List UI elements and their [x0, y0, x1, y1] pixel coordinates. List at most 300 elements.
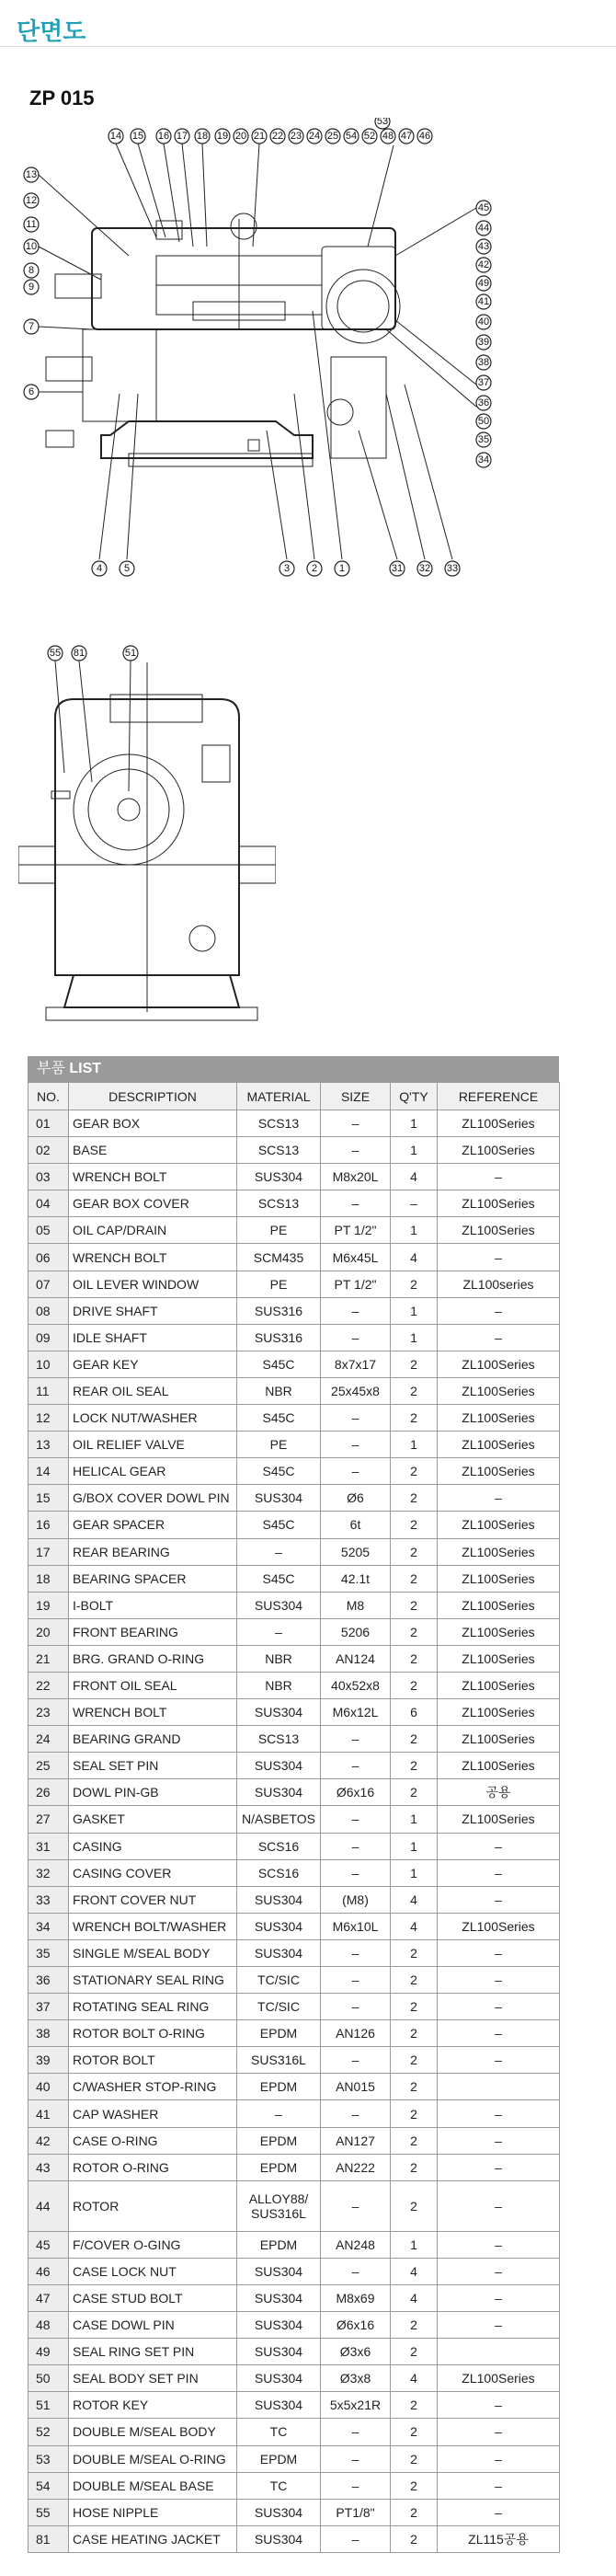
cell-description: OIL CAP/DRAIN	[69, 1217, 237, 1244]
callout-81	[72, 646, 86, 661]
cell-reference: –	[438, 1244, 560, 1271]
callout-12	[24, 193, 39, 208]
cell-description: OIL LEVER WINDOW	[69, 1271, 237, 1297]
svg-text:81: 81	[73, 648, 86, 659]
cell-description: CAP WASHER	[69, 2100, 237, 2127]
cell-description: STATIONARY SEAL RING	[69, 1967, 237, 1994]
svg-text:41: 41	[477, 296, 490, 307]
cell-description: ROTOR BOLT O-RING	[69, 2020, 237, 2047]
cell-size: M6x10L	[321, 1913, 391, 1939]
table-row	[29, 1377, 560, 1404]
svg-text:13: 13	[25, 169, 38, 180]
cell-qty: 2	[391, 1565, 438, 1592]
cell-reference: –	[438, 2392, 560, 2419]
cell-no: 41	[29, 2100, 69, 2127]
cell-description: CASE LOCK NUT	[69, 2258, 237, 2284]
table-row	[29, 2445, 560, 2472]
table-row	[29, 2154, 560, 2180]
svg-text:2: 2	[311, 563, 318, 574]
cell-reference: ZL100Series	[438, 1753, 560, 1779]
cell-reference	[438, 2339, 560, 2365]
cell-material: –	[237, 1618, 321, 1645]
cell-description: WRENCH BOLT/WASHER	[69, 1913, 237, 1939]
callout-34	[476, 453, 491, 467]
cell-description: GEAR KEY	[69, 1351, 237, 1377]
cell-no: 54	[29, 2472, 69, 2499]
cell-material: EPDM	[237, 2154, 321, 2180]
svg-text:25: 25	[326, 131, 339, 142]
cell-no: 23	[29, 1699, 69, 1726]
cell-no: 53	[29, 2445, 69, 2472]
cell-material: SUS304	[237, 1779, 321, 1806]
cell-no: 02	[29, 1137, 69, 1164]
cell-reference: ZL100Series	[438, 1377, 560, 1404]
table-row	[29, 2525, 560, 2552]
cell-description: BASE	[69, 1137, 237, 1164]
cell-material: S45C	[237, 1351, 321, 1377]
cell-qty: 2	[391, 1512, 438, 1538]
cell-size: –	[321, 2047, 391, 2074]
table-row	[29, 2127, 560, 2154]
cell-qty: 2	[391, 1458, 438, 1485]
table-row	[29, 1779, 560, 1806]
callout-22	[270, 129, 285, 144]
cell-size: –	[321, 1726, 391, 1753]
cell-no: 43	[29, 2154, 69, 2180]
svg-text:21: 21	[253, 131, 266, 142]
cell-material: S45C	[237, 1565, 321, 1592]
callout-18	[195, 129, 210, 144]
svg-text:9: 9	[28, 282, 35, 293]
cell-size: Ø3x6	[321, 2339, 391, 2365]
callout-45	[476, 201, 491, 215]
cell-qty: 2	[391, 2047, 438, 2074]
table-row	[29, 1618, 560, 1645]
cell-material: –	[237, 2100, 321, 2127]
svg-text:54: 54	[345, 131, 358, 142]
table-row	[29, 1217, 560, 1244]
cell-reference: –	[438, 1324, 560, 1351]
cell-description: BRG. GRAND O-RING	[69, 1645, 237, 1672]
table-row	[29, 1699, 560, 1726]
table-row	[29, 2392, 560, 2419]
cell-qty: 2	[391, 1672, 438, 1698]
cell-material: SUS304	[237, 2312, 321, 2339]
svg-text:8: 8	[28, 265, 35, 276]
callout-55	[48, 646, 63, 661]
callout-11	[24, 217, 39, 232]
svg-text:53: 53	[376, 118, 389, 127]
cell-qty: 2	[391, 1967, 438, 1994]
cell-material: SUS316L	[237, 2047, 321, 2074]
cell-qty: 2	[391, 1994, 438, 2020]
table-row	[29, 1190, 560, 1217]
cell-qty: 1	[391, 1859, 438, 1886]
cell-reference: –	[438, 1939, 560, 1966]
cell-reference: ZL115공용	[438, 2525, 560, 2552]
callout-53	[375, 118, 390, 129]
cell-size: –	[321, 1405, 391, 1432]
table-row	[29, 1485, 560, 1512]
callout-14	[108, 129, 123, 144]
front-leader-lines	[55, 661, 131, 791]
cell-material: EPDM	[237, 2074, 321, 2100]
cell-no: 03	[29, 1164, 69, 1190]
cell-description: ROTOR O-RING	[69, 2154, 237, 2180]
cell-reference: ZL100Series	[438, 1405, 560, 1432]
cell-reference: –	[438, 2419, 560, 2445]
cell-material: SCS13	[237, 1110, 321, 1137]
cell-size: M6x12L	[321, 1699, 391, 1726]
cell-material: PE	[237, 1217, 321, 1244]
cell-qty: 2	[391, 1538, 438, 1565]
cell-qty: 2	[391, 1592, 438, 1618]
cell-qty: 1	[391, 1217, 438, 1244]
cell-reference: ZL100Series	[438, 1699, 560, 1726]
cell-no: 36	[29, 1967, 69, 1994]
cell-no: 20	[29, 1618, 69, 1645]
cell-material: NBR	[237, 1645, 321, 1672]
cell-no: 14	[29, 1458, 69, 1485]
table-row	[29, 2284, 560, 2311]
table-row	[29, 2020, 560, 2047]
cell-reference: ZL100Series	[438, 1913, 560, 1939]
cell-size: –	[321, 2472, 391, 2499]
table-row	[29, 2312, 560, 2339]
table-row	[29, 2231, 560, 2258]
cell-reference: –	[438, 1297, 560, 1324]
cell-description: DRIVE SHAFT	[69, 1297, 237, 1324]
table-row	[29, 1164, 560, 1190]
svg-text:32: 32	[418, 563, 431, 574]
cell-material: ALLOY88/ SUS316L	[237, 2180, 321, 2231]
cell-description: GEAR BOX	[69, 1110, 237, 1137]
cell-no: 34	[29, 1913, 69, 1939]
table-row	[29, 1512, 560, 1538]
cell-size: 5x5x21R	[321, 2392, 391, 2419]
svg-text:36: 36	[477, 397, 490, 408]
cell-size: AN126	[321, 2020, 391, 2047]
svg-text:7: 7	[28, 321, 35, 332]
table-row	[29, 1913, 560, 1939]
cell-no: 51	[29, 2392, 69, 2419]
cell-reference: –	[438, 2180, 560, 2231]
table-row	[29, 1244, 560, 1271]
cell-size: –	[321, 1753, 391, 1779]
cell-description: SEAL RING SET PIN	[69, 2339, 237, 2365]
cell-no: 48	[29, 2312, 69, 2339]
cell-reference: ZL100Series	[438, 1538, 560, 1565]
cell-size: –	[321, 1833, 391, 1859]
cell-reference: –	[438, 2127, 560, 2154]
table-row	[29, 1538, 560, 1565]
cell-reference: –	[438, 1833, 560, 1859]
cell-no: 49	[29, 2339, 69, 2365]
cell-description: ROTOR	[69, 2180, 237, 2231]
cell-description: DOUBLE M/SEAL O-RING	[69, 2445, 237, 2472]
svg-text:20: 20	[234, 131, 247, 142]
cell-material: –	[237, 1538, 321, 1565]
cell-description: IDLE SHAFT	[69, 1324, 237, 1351]
cell-description: WRENCH BOLT	[69, 1699, 237, 1726]
cell-material: PE	[237, 1271, 321, 1297]
callout-41	[476, 294, 491, 309]
cell-description: WRENCH BOLT	[69, 1244, 237, 1271]
cell-no: 07	[29, 1271, 69, 1297]
cell-no: 21	[29, 1645, 69, 1672]
cross-section-drawing	[18, 118, 515, 596]
cell-no: 17	[29, 1538, 69, 1565]
table-row	[29, 1137, 560, 1164]
parts-list-title-prefix: 부품	[37, 1061, 65, 1076]
parts-list-title-bold: LIST	[69, 1061, 102, 1076]
cell-description: CASE STUD BOLT	[69, 2284, 237, 2311]
cell-size: AN222	[321, 2154, 391, 2180]
cell-size: –	[321, 1994, 391, 2020]
svg-text:49: 49	[477, 278, 490, 289]
cell-no: 47	[29, 2284, 69, 2311]
cell-reference: ZL100Series	[438, 1432, 560, 1458]
cell-size: –	[321, 1939, 391, 1966]
svg-text:22: 22	[271, 131, 284, 142]
cell-no: 55	[29, 2499, 69, 2525]
table-row	[29, 1405, 560, 1432]
svg-text:37: 37	[477, 377, 490, 388]
cell-reference: ZL100Series	[438, 1726, 560, 1753]
col-description: DESCRIPTION	[69, 1083, 237, 1110]
cell-reference: ZL100Series	[438, 1458, 560, 1485]
cell-description: F/COVER O-GING	[69, 2231, 237, 2258]
callout-5	[120, 561, 134, 576]
cell-material: S45C	[237, 1512, 321, 1538]
cell-description: GEAR BOX COVER	[69, 1190, 237, 1217]
cell-reference: –	[438, 2472, 560, 2499]
cell-material: SUS316	[237, 1324, 321, 1351]
table-row	[29, 1672, 560, 1698]
callout-51	[123, 646, 138, 661]
svg-text:52: 52	[363, 131, 376, 142]
table-row	[29, 2180, 560, 2231]
col-qty: Q'TY	[391, 1083, 438, 1110]
cell-no: 38	[29, 2020, 69, 2047]
svg-text:4: 4	[96, 563, 103, 574]
callout-32	[417, 561, 432, 576]
cell-no: 42	[29, 2127, 69, 2154]
table-row	[29, 2100, 560, 2127]
cell-material: SUS304	[237, 1699, 321, 1726]
cell-size: M8x69	[321, 2284, 391, 2311]
svg-text:14: 14	[109, 131, 122, 142]
svg-text:5: 5	[123, 563, 131, 574]
cell-description: CASE DOWL PIN	[69, 2312, 237, 2339]
svg-text:19: 19	[216, 131, 229, 142]
cell-qty: 1	[391, 1833, 438, 1859]
cell-description: SEAL BODY SET PIN	[69, 2365, 237, 2392]
cell-no: 37	[29, 1994, 69, 2020]
cell-no: 25	[29, 1753, 69, 1779]
cell-no: 22	[29, 1672, 69, 1698]
cell-qty: 2	[391, 2419, 438, 2445]
callout-38	[476, 355, 491, 370]
callout-4	[92, 561, 107, 576]
callout-35	[476, 432, 491, 447]
svg-text:43: 43	[477, 241, 490, 252]
cell-material: PE	[237, 1432, 321, 1458]
callout-19	[215, 129, 230, 144]
cell-no: 01	[29, 1110, 69, 1137]
cell-material: S45C	[237, 1458, 321, 1485]
cell-material: S45C	[237, 1405, 321, 1432]
table-row	[29, 2499, 560, 2525]
cell-size: Ø3x8	[321, 2365, 391, 2392]
cell-material: TC	[237, 2472, 321, 2499]
cell-material: SUS304	[237, 1913, 321, 1939]
cell-size: 5206	[321, 1618, 391, 1645]
cell-description: HOSE NIPPLE	[69, 2499, 237, 2525]
cell-description: BEARING SPACER	[69, 1565, 237, 1592]
cell-size: (M8)	[321, 1886, 391, 1913]
cell-size: –	[321, 2419, 391, 2445]
cell-material: SCM435	[237, 1244, 321, 1271]
cell-qty: 1	[391, 1432, 438, 1458]
svg-text:51: 51	[124, 648, 137, 659]
cell-material: SUS304	[237, 2258, 321, 2284]
col-reference: REFERENCE	[438, 1083, 560, 1110]
cell-qty: 4	[391, 1164, 438, 1190]
cell-description: REAR OIL SEAL	[69, 1377, 237, 1404]
table-row	[29, 2472, 560, 2499]
cell-size: –	[321, 2100, 391, 2127]
table-row	[29, 1324, 560, 1351]
callout-40	[476, 315, 491, 329]
svg-text:31: 31	[391, 563, 404, 574]
cell-description: LOCK NUT/WASHER	[69, 1405, 237, 1432]
cell-material: SUS316	[237, 1297, 321, 1324]
cell-qty: 2	[391, 2472, 438, 2499]
cell-reference: –	[438, 1886, 560, 1913]
cell-material: SUS304	[237, 2499, 321, 2525]
cell-qty: 2	[391, 2180, 438, 2231]
cell-qty: 1	[391, 1806, 438, 1833]
cell-size: –	[321, 1859, 391, 1886]
cell-qty: 1	[391, 1297, 438, 1324]
table-row	[29, 1297, 560, 1324]
cell-qty: 4	[391, 2284, 438, 2311]
cell-size: 8x7x17	[321, 1351, 391, 1377]
cell-reference: –	[438, 1164, 560, 1190]
cell-qty: 2	[391, 1779, 438, 1806]
cell-description: CASING	[69, 1833, 237, 1859]
cell-material: EPDM	[237, 2127, 321, 2154]
cell-material: SUS304	[237, 2392, 321, 2419]
table-row	[29, 2339, 560, 2365]
cell-no: 45	[29, 2231, 69, 2258]
cell-material: NBR	[237, 1672, 321, 1698]
callout-21	[252, 129, 267, 144]
callout-20	[234, 129, 248, 144]
svg-text:18: 18	[196, 131, 209, 142]
callout-23	[289, 129, 303, 144]
callout-25	[325, 129, 340, 144]
cell-size: AN015	[321, 2074, 391, 2100]
table-row	[29, 1110, 560, 1137]
callout-9	[24, 280, 39, 294]
cell-no: 06	[29, 1244, 69, 1271]
cell-description: ROTATING SEAL RING	[69, 1994, 237, 2020]
svg-text:40: 40	[477, 316, 490, 328]
cell-size: –	[321, 1324, 391, 1351]
table-row	[29, 1886, 560, 1913]
callout-52	[362, 129, 377, 144]
cell-size: 42.1t	[321, 1565, 391, 1592]
cell-reference: –	[438, 1967, 560, 1994]
cell-qty: 2	[391, 2525, 438, 2552]
callout-46	[417, 129, 432, 144]
svg-text:46: 46	[418, 131, 431, 142]
cell-reference: ZL100Series	[438, 1645, 560, 1672]
col-size: SIZE	[321, 1083, 391, 1110]
cell-no: 35	[29, 1939, 69, 1966]
callout-8	[24, 263, 39, 278]
callout-50	[476, 414, 491, 429]
cell-description: WRENCH BOLT	[69, 1164, 237, 1190]
svg-text:48: 48	[382, 131, 394, 142]
cell-no: 24	[29, 1726, 69, 1753]
cell-size: PT 1/2"	[321, 1271, 391, 1297]
cell-no: 81	[29, 2525, 69, 2552]
cell-description: ROTOR BOLT	[69, 2047, 237, 2074]
cell-size: Ø6x16	[321, 2312, 391, 2339]
table-row	[29, 1592, 560, 1618]
cell-reference: ZL100Series	[438, 1217, 560, 1244]
table-row	[29, 1271, 560, 1297]
table-row	[29, 2074, 560, 2100]
cell-qty: 2	[391, 2392, 438, 2419]
cell-reference: –	[438, 2231, 560, 2258]
cell-no: 33	[29, 1886, 69, 1913]
svg-text:55: 55	[49, 648, 62, 659]
cell-no: 52	[29, 2419, 69, 2445]
callout-10	[24, 239, 39, 254]
cell-qty: 2	[391, 1405, 438, 1432]
cell-size: Ø6x16	[321, 1779, 391, 1806]
svg-text:47: 47	[400, 131, 413, 142]
table-row	[29, 1994, 560, 2020]
cell-material: SUS304	[237, 1164, 321, 1190]
cell-no: 46	[29, 2258, 69, 2284]
cell-reference: –	[438, 1485, 560, 1512]
callout-13	[24, 167, 39, 182]
cell-size: PT1/8"	[321, 2499, 391, 2525]
cell-qty: 2	[391, 2312, 438, 2339]
cell-no: 11	[29, 1377, 69, 1404]
cell-size: –	[321, 2180, 391, 2231]
cell-no: 15	[29, 1485, 69, 1512]
cell-material: N/ASBETOS	[237, 1806, 321, 1833]
cell-reference: ZL100series	[438, 1271, 560, 1297]
table-row	[29, 1939, 560, 1966]
cell-size: 5205	[321, 1538, 391, 1565]
cell-material: SUS304	[237, 1886, 321, 1913]
cell-qty: 1	[391, 1137, 438, 1164]
svg-text:10: 10	[25, 241, 38, 252]
cell-no: 04	[29, 1190, 69, 1217]
drawing-leader-lines	[39, 144, 476, 559]
cell-qty: 4	[391, 1244, 438, 1271]
cell-description: BEARING GRAND	[69, 1726, 237, 1753]
cell-qty: 2	[391, 1726, 438, 1753]
svg-text:3: 3	[283, 563, 291, 574]
